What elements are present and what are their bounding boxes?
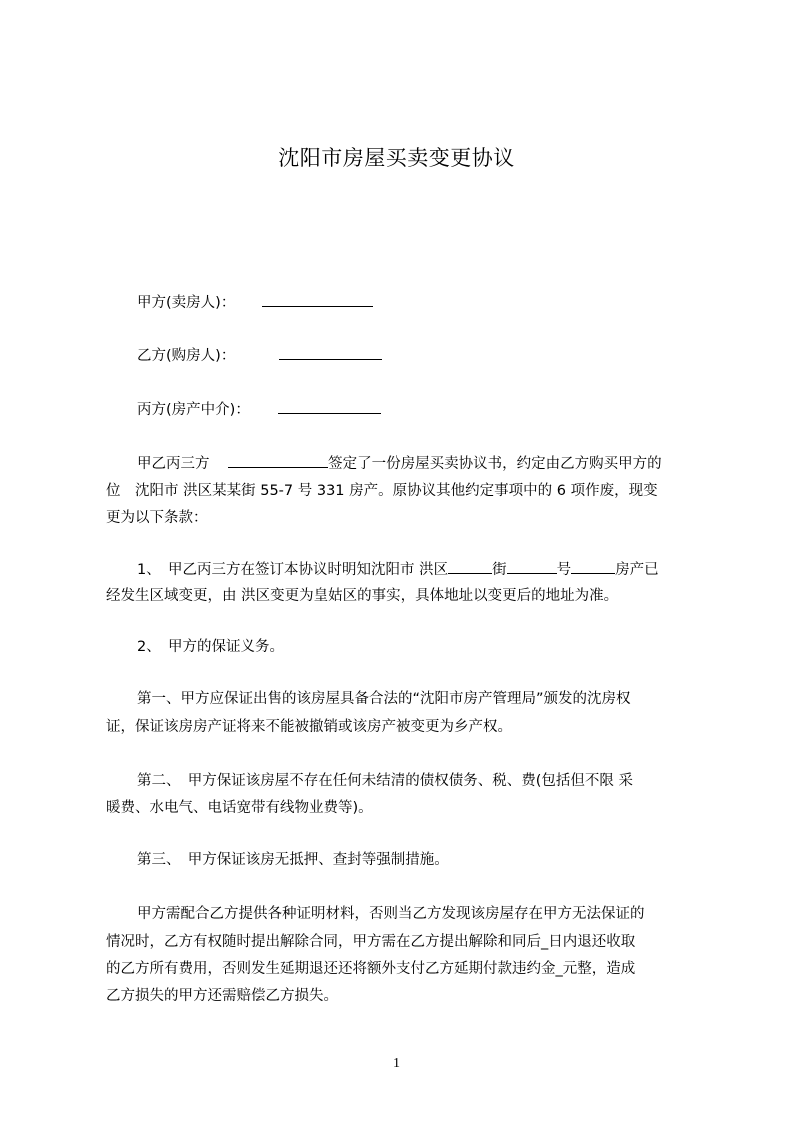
clause1-text-a: 1、 甲乙丙三方在签订本协议时明知沈阳市 洪区 — [137, 562, 449, 578]
intro-line-2: 位 沈阳市 洪区某某街 55-7 号 331 房产。原协议其他约定事项中的 6 项作废，现变 — [106, 483, 658, 499]
clause1-text-d: 房产已 — [615, 562, 659, 578]
clause1-text-c: 号 — [556, 562, 572, 578]
party-c-label: 丙方(房产中介)： — [137, 402, 250, 418]
clause2-item1-line-1: 第一、甲方应保证出售的该房屋具备合法的“沈阳市房产管理局”颁发的沈房权 — [137, 691, 631, 707]
paragraph-line-3: 的乙方所有费用，否则发生延期退还还将额外支付乙方延期付款违约金_元整，造成 — [106, 961, 636, 977]
party-b-line — [137, 345, 382, 366]
property-blank — [571, 559, 615, 574]
number-blank — [507, 559, 557, 574]
document-title: 沈阳市房屋买卖变更协议 — [278, 146, 515, 170]
party-c-blank — [278, 399, 381, 414]
clause2-item2-line-2: 暖费、水电气、电话宽带有线物业费等)。 — [106, 800, 373, 816]
party-b-blank — [279, 345, 382, 360]
page-number: 1 — [393, 1056, 400, 1071]
paragraph-line-4: 乙方损失的甲方还需赔偿乙方损失。 — [106, 988, 338, 1004]
clause1-line-2: 经发生区域变更，由 洪区变更为皇姑区的事实，具体地址以变更后的地址为准。 — [106, 588, 619, 604]
intro-blank — [228, 453, 328, 468]
clause2-item3: 第三、 甲方保证该房无抵押、查封等强制措施。 — [137, 852, 449, 868]
paragraph-line-1: 甲方需配合乙方提供各种证明材料，否则当乙方发现该房屋存在甲方无法保证的 — [137, 906, 645, 922]
intro-line-3: 更为以下条款： — [106, 510, 208, 526]
intro-prefix: 甲乙丙三方 — [137, 456, 210, 472]
party-c-line — [137, 399, 381, 420]
party-a-blank — [262, 292, 373, 307]
street-blank — [448, 559, 492, 574]
party-b-label: 乙方(购房人)： — [137, 348, 236, 364]
intro-line-1 — [137, 453, 662, 474]
party-a-line — [137, 292, 373, 313]
intro-suffix: 签定了一份房屋买卖协议书，约定由乙方购买甲方的 — [328, 456, 662, 472]
clause2-item1-line-2: 证，保证该房房产证将来不能被撤销或该房产被变更为乡产权。 — [106, 719, 512, 735]
clause1-text-b: 街 — [492, 562, 507, 578]
clause2-heading: 2、 甲方的保证义务。 — [137, 639, 284, 655]
paragraph-line-2: 情况时，乙方有权随时提出解除合同，甲方需在乙方提出解除和同后_日内退还收取 — [106, 934, 636, 950]
party-a-label: 甲方(卖房人)： — [137, 295, 236, 311]
clause1-line-1 — [137, 559, 659, 580]
clause2-item2-line-1: 第二、 甲方保证该房屋不存在任何未结清的债权债务、税、费(包括但不限 采 — [137, 773, 634, 789]
